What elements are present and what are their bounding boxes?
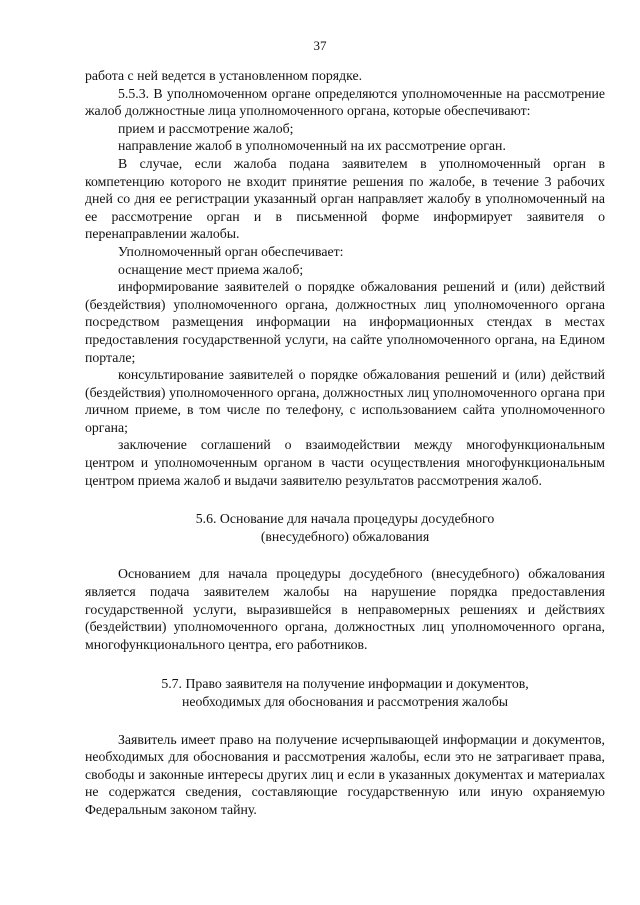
section-text: Основанием для начала процедуры досудебного (внесудебного) обжалования является подача заявителем жалобы на нарушение порядка предоставления государственной услуги, выразившейся в неправомерных решениях и действиях (бездействии) уполномоченного органа, должностных лиц уполномоченного органа, многофункционального центра, его работников. [85,566,605,652]
section-5-6 [85,510,605,653]
list-item: направление жалоб в уполномоченный на их рассмотрение орган. [118,138,506,154]
paragraph: работа с ней ведется в установленном порядке. [85,68,363,83]
page-number: 37 [313,38,327,53]
paragraph: Уполномоченный орган обеспечивает: [118,243,344,259]
list-item: заключение соглашений о взаимодействии между многофункциональным центром и уполномоченным органом в части осуществления многофункциональным центром приема жалоб и выдачи заявителю результатов рассмотрения жалоб. [85,437,605,488]
section-heading-line: 5.6. Основание для начала процедуры досудебного [195,511,495,527]
section-5-7 [85,675,605,818]
paragraph-5-5-3: 5.5.3. В уполномоченном органе определяются уполномоченные на рассмотрение жалоб должностные лица уполномоченного органа, которые обеспечивают: [85,85,605,119]
list-item: прием и рассмотрение жалоб; [118,120,294,136]
paragraph: В случае, если жалоба подана заявителем в уполномоченный орган в компетенцию которого не входит принятие решения по жалобе, в течение 3 рабочих дней со дня ее регистрации указанный орган направляет жалобу в уполномоченный на ее рассмотрение орган и в письменной форме информирует заявителя о перенаправлении жалобы. [85,155,605,242]
section-heading-line: 5.7. Право заявителя на получение информации и документов, [161,676,529,692]
document-body [85,67,605,819]
list-item: информирование заявителей о порядке обжалования решений и (или) действий (бездействия) уполномоченного органа, должностных лиц уполномоченного органа посредством размещения информации на информационных стендах в местах предоставления государственной услуги, на сайте уполномоченного органа, на Едином портале; [85,279,605,365]
section-heading-line: (внесудебного) обжалования [260,528,430,544]
list-item: оснащение мест приема жалоб; [118,261,304,277]
list-item: консультирование заявителей о порядке обжалования решений и (или) действий (бездействия) уполномоченного органа, должностных лиц уполномоченного органа при личном приеме, в том числе по телефону, с использованием сайта уполномоченного органа; [85,367,605,435]
section-text: Заявитель имеет право на получение исчерпывающей информации и документов, необходимых для обоснования и рассмотрения жалобы, если это не затрагивает права, свободы и законные интересы других лиц и если в указанных документах и материалах не содержатся сведения, составляющие государственную или иную охраняемую Федеральным законом тайну. [85,731,605,817]
section-heading-line: необходимых для обоснования и рассмотрения жалобы [182,694,508,709]
